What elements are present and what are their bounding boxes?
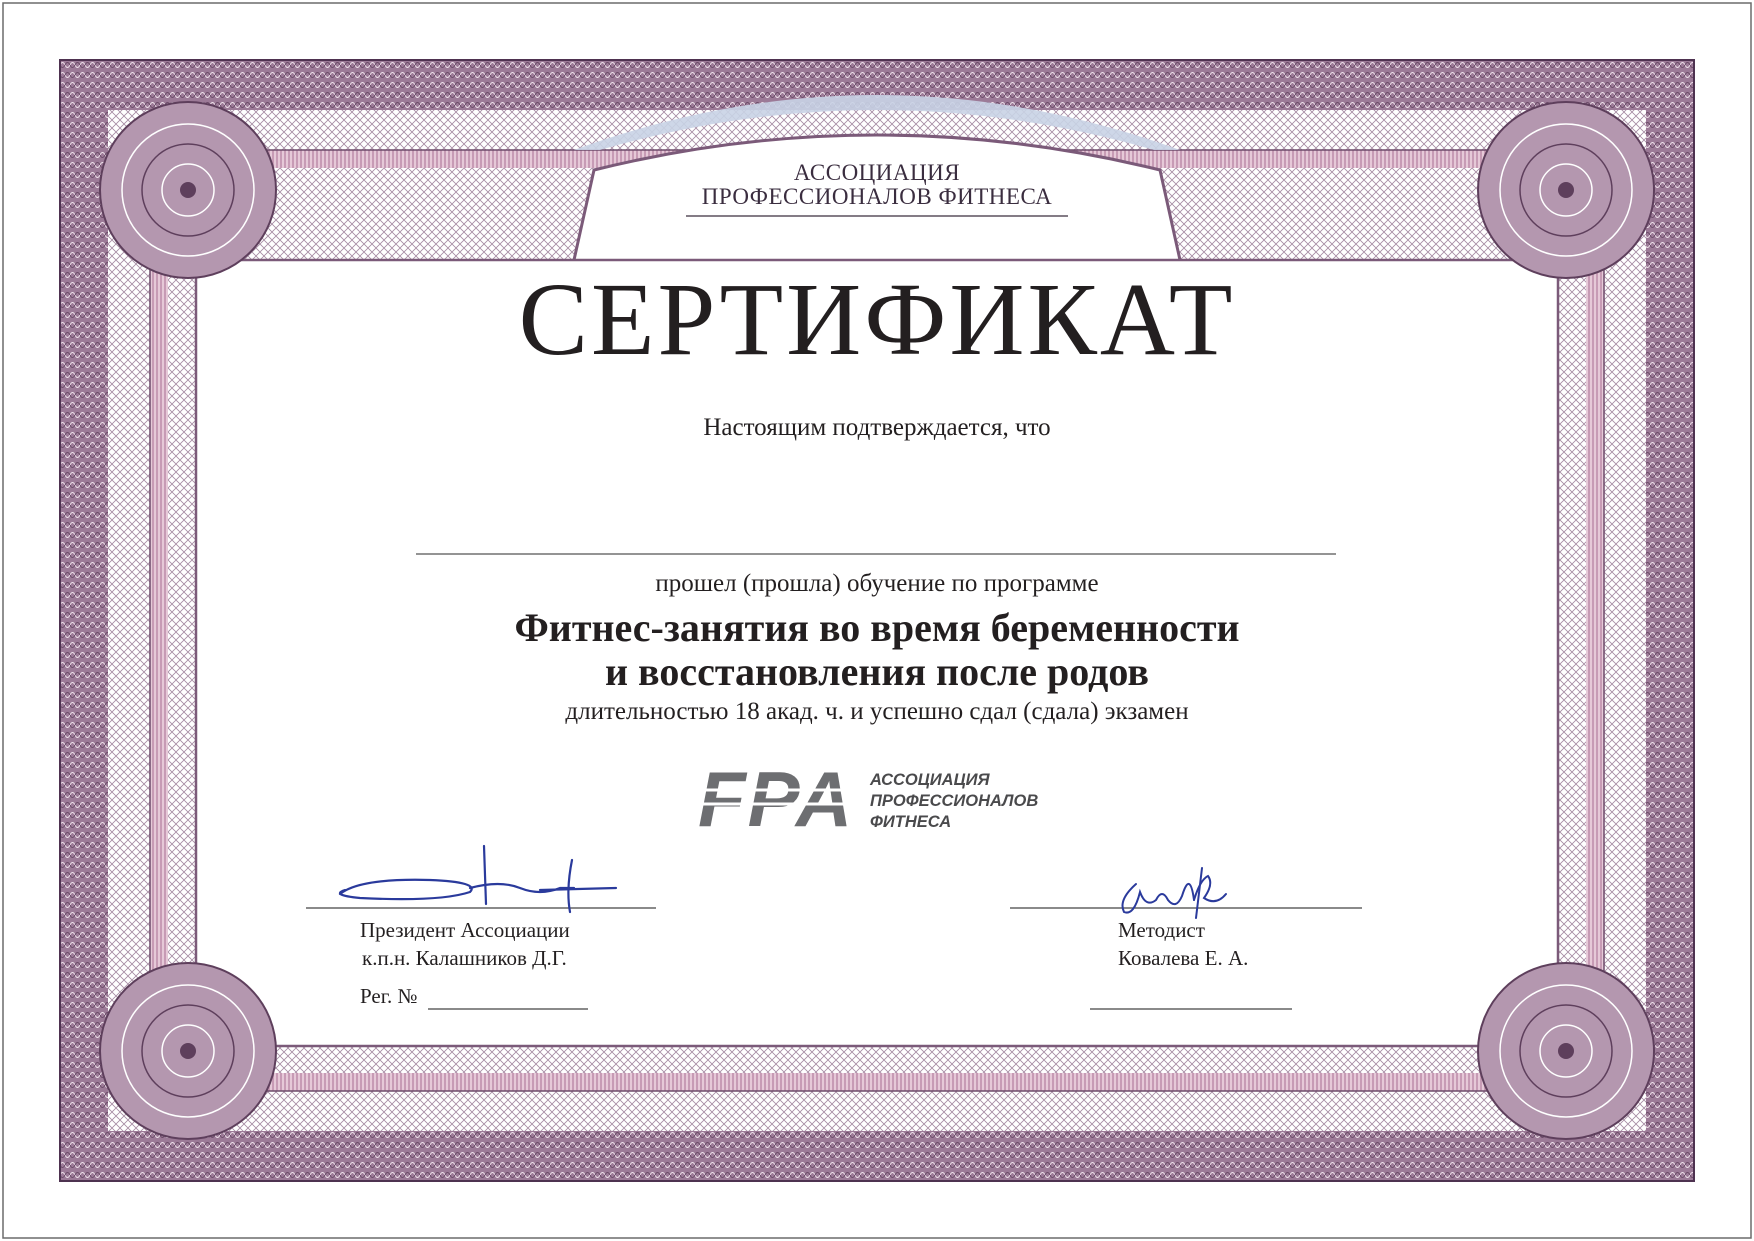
organization-name-line1: АССОЦИАЦИЯ: [793, 160, 961, 185]
duration-text: длительностью 18 акад. ч. и успешно сдал (сдала) экзамен: [565, 698, 1189, 725]
logo-caption-line1: АССОЦИАЦИЯ: [870, 771, 990, 789]
completed-training-text: прошел (прошла) обучение по программе: [655, 570, 1099, 597]
president-role: Президент Ассоциации: [360, 918, 570, 942]
registration-label: Рег. №: [360, 984, 418, 1008]
fpa-logo-icon: [698, 755, 854, 843]
confirmation-text: Настоящим подтверждается, что: [703, 414, 1051, 441]
logo-caption-line3: ФИТНЕСА: [870, 813, 952, 831]
rosette-bottom-left-icon: [100, 963, 276, 1139]
program-title-line1: Фитнес-занятия во время беременности: [514, 605, 1240, 650]
logo-caption: [870, 770, 1038, 833]
certificate-title: СЕРТИФИКАТ: [518, 262, 1236, 377]
rosette-bottom-right-icon: [1478, 963, 1654, 1139]
program-title-line2: и восстановления после родов: [604, 649, 1149, 694]
svg-text:FPA: FPA: [698, 755, 855, 843]
methodist-name: Ковалева Е. А.: [1118, 946, 1249, 970]
logo-caption-line2: ПРОФЕССИОНАЛОВ: [870, 792, 1039, 810]
president-name: к.п.н. Калашников Д.Г.: [362, 946, 567, 970]
methodist-role: Методист: [1118, 918, 1205, 942]
organization-name-line2: ПРОФЕССИОНАЛОВ ФИТНЕСА: [701, 184, 1053, 209]
